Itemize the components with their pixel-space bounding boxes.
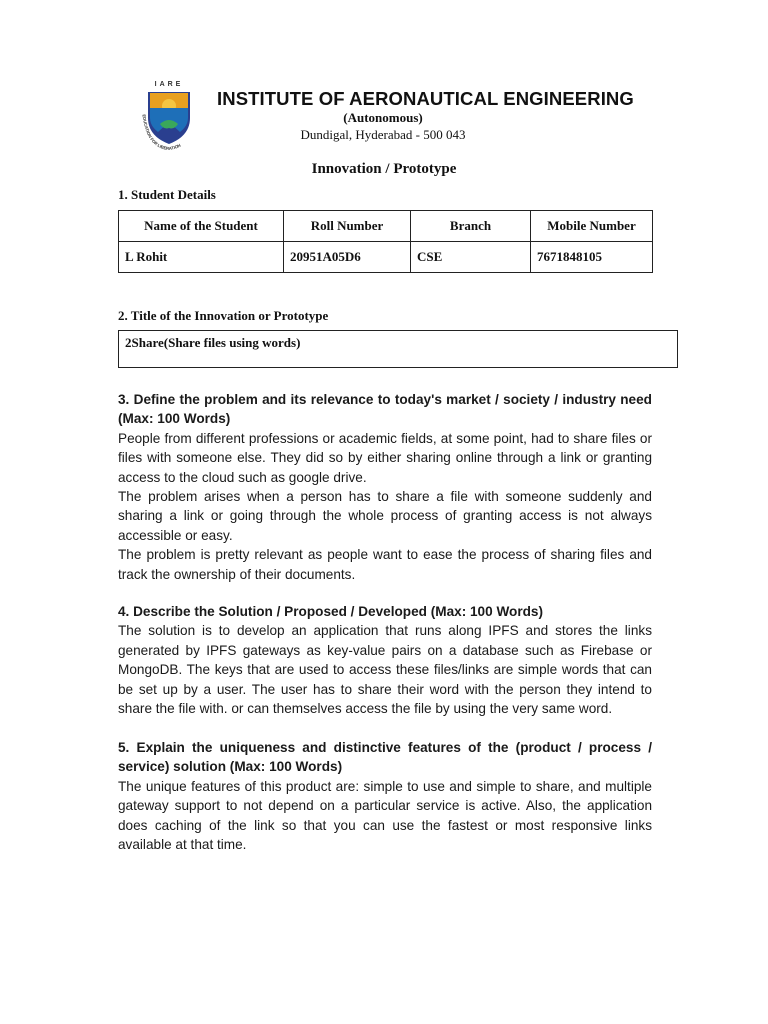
logo-text: IARE bbox=[154, 81, 184, 88]
table-header-row bbox=[119, 211, 653, 242]
table-header-cell: Name of the Student bbox=[119, 211, 284, 242]
table-cell: L Rohit bbox=[119, 242, 284, 273]
section-heading: 5. Explain the uniqueness and distinctive features of the (product / process / service) solution (Max: 100 Words) bbox=[118, 740, 652, 775]
section-paragraph: People from different professions or academic fields, at some point, had to share files or files with someone else. They did so by either sharing online through a link or granting access to the cloud such as google drive. bbox=[118, 430, 652, 485]
student-details-table bbox=[118, 210, 653, 273]
institute-name: INSTITUTE OF AERONAUTICAL ENGINEERING bbox=[217, 88, 634, 109]
section-heading: 4. Describe the Solution / Proposed / Developed (Max: 100 Words) bbox=[118, 604, 544, 619]
section-paragraph: The problem is pretty relevant as people want to ease the process of sharing files and track the ownership of their documents. bbox=[118, 547, 652, 582]
table-header-cell: Mobile Number bbox=[531, 211, 653, 242]
table-cell: CSE bbox=[411, 242, 531, 273]
section-uniqueness bbox=[118, 738, 652, 854]
section-paragraph: The problem arises when a person has to share a file with someone suddenly and sharing a link or going through the whole process of granting access is not always accessible or easy. bbox=[118, 489, 652, 543]
section-problem bbox=[118, 390, 652, 584]
autonomous-label: (Autonomous) bbox=[343, 110, 423, 125]
student-details-heading: 1. Student Details bbox=[118, 187, 216, 202]
title-section-heading: 2. Title of the Innovation or Prototype bbox=[118, 308, 329, 323]
table-cell: 7671848105 bbox=[531, 242, 653, 273]
section-heading: 3. Define the problem and its relevance to today's market / society / industry need (Max: 100 Words) bbox=[118, 392, 652, 427]
table-header-cell: Branch bbox=[411, 211, 531, 242]
institute-logo bbox=[134, 78, 204, 152]
logo-motto: EDUCATION FOR LIBERATION bbox=[141, 114, 182, 152]
section-paragraph: The unique features of this product are: simple to use and simple to share, and multiple gateway support to not depend on a particular service is active. Also, the application does caching of the link so that you can use the fastest or most responsive links available at that time. bbox=[118, 778, 652, 853]
table-row bbox=[119, 242, 653, 273]
table-header-cell: Roll Number bbox=[284, 211, 411, 242]
section-paragraph: The solution is to develop an application that runs along IPFS and stores the links generated by IPFS gateways as key-value pairs on a database such as Firebase or MongoDB. The keys that are used to access these files/links are simple words that can be set up by a user. The user has to share their word with the person they intend to share the file with. or can themselves access the file by using the very same word. bbox=[118, 623, 652, 717]
innovation-title-box: 2Share(Share files using words) bbox=[118, 330, 678, 368]
section-solution bbox=[118, 602, 652, 718]
institute-address: Dundigal, Hyderabad - 500 043 bbox=[300, 127, 466, 142]
table-cell: 20951A05D6 bbox=[284, 242, 411, 273]
document-title: Innovation / Prototype bbox=[311, 161, 457, 177]
